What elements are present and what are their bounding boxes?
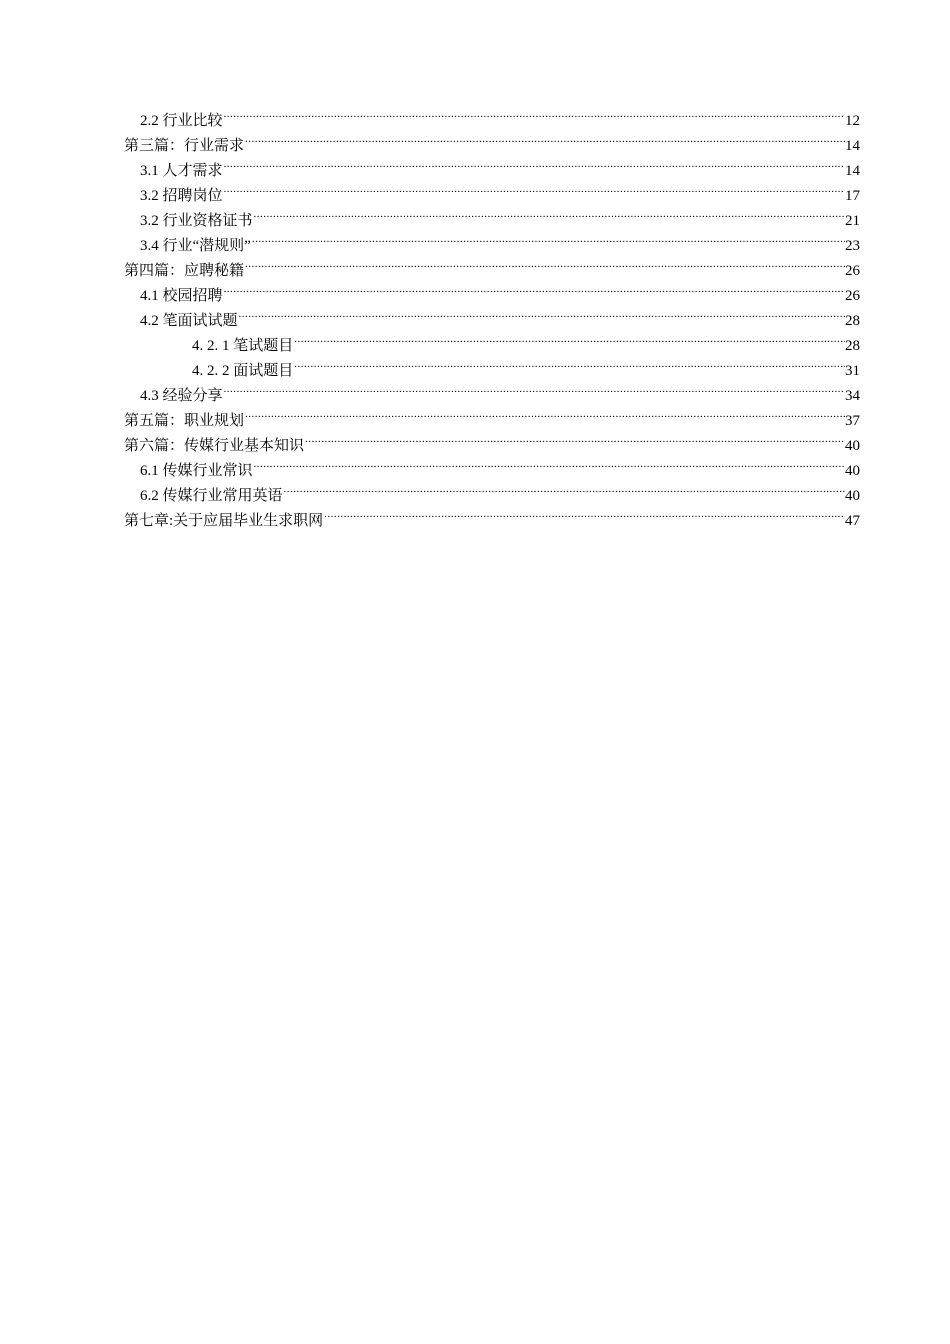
toc-dot-leader bbox=[245, 250, 845, 275]
toc-entry-page: 28 bbox=[845, 313, 860, 329]
toc-entry-page: 12 bbox=[845, 113, 860, 129]
toc-entry-title: 4.2 笔面试试题 bbox=[140, 313, 238, 329]
toc-dot-leader bbox=[294, 325, 845, 350]
toc-entry-page: 40 bbox=[845, 463, 860, 479]
toc-entry-page: 14 bbox=[845, 138, 860, 154]
toc-entry-page: 23 bbox=[845, 238, 860, 254]
toc-entry-page: 47 bbox=[845, 513, 860, 529]
toc-dot-leader bbox=[224, 375, 845, 400]
toc-entry[interactable] bbox=[124, 200, 860, 229]
toc-entry-page: 28 bbox=[845, 338, 860, 354]
toc-entry[interactable] bbox=[124, 100, 860, 129]
toc-entry-page: 14 bbox=[845, 163, 860, 179]
toc-dot-leader bbox=[254, 200, 845, 225]
toc-dot-leader bbox=[245, 400, 845, 425]
toc-dot-leader bbox=[245, 125, 845, 150]
toc-entry-title: 第七章:关于应届毕业生求职网 bbox=[124, 513, 324, 529]
toc-entry-title: 第五篇：职业规划 bbox=[124, 413, 245, 429]
toc-entry-title: 第三篇：行业需求 bbox=[124, 138, 245, 154]
toc-dot-leader bbox=[284, 475, 845, 500]
toc-dot-leader bbox=[239, 300, 845, 325]
toc-dot-leader bbox=[252, 225, 845, 250]
toc-entry-title: 第四篇：应聘秘籍 bbox=[124, 263, 245, 279]
toc-entry-title: 4.1 校园招聘 bbox=[140, 288, 223, 304]
toc-entry-page: 26 bbox=[845, 288, 860, 304]
toc-entry[interactable] bbox=[124, 275, 860, 304]
toc-entry-title: 4. 2. 1 笔试题目 bbox=[192, 338, 294, 354]
toc-entry-page: 37 bbox=[845, 413, 860, 429]
toc-entry-page: 17 bbox=[845, 188, 860, 204]
toc-dot-leader bbox=[294, 350, 845, 375]
toc-dot-leader bbox=[224, 175, 845, 200]
toc-dot-leader bbox=[254, 450, 845, 475]
toc-entry-page: 31 bbox=[845, 363, 860, 379]
toc-entry-title: 3.2 招聘岗位 bbox=[140, 188, 223, 204]
table-of-contents bbox=[124, 100, 860, 529]
toc-entry-page: 26 bbox=[845, 263, 860, 279]
toc-entry[interactable] bbox=[124, 375, 860, 404]
toc-entry[interactable] bbox=[124, 125, 860, 154]
toc-entry-title: 3.2 行业资格证书 bbox=[140, 213, 253, 229]
toc-dot-leader bbox=[224, 100, 845, 125]
toc-entry-page: 21 bbox=[845, 213, 860, 229]
toc-entry[interactable] bbox=[124, 400, 860, 429]
toc-entry[interactable] bbox=[124, 300, 860, 329]
toc-dot-leader bbox=[224, 275, 845, 300]
toc-entry-title: 4.3 经验分享 bbox=[140, 388, 223, 404]
toc-entry-title: 6.1 传媒行业常识 bbox=[140, 463, 253, 479]
toc-entry-title: 4. 2. 2 面试题目 bbox=[192, 363, 294, 379]
toc-entry-title: 3.1 人才需求 bbox=[140, 163, 223, 179]
toc-dot-leader bbox=[305, 425, 845, 450]
toc-dot-leader bbox=[324, 500, 845, 525]
toc-entry-title: 2.2 行业比较 bbox=[140, 113, 223, 129]
toc-entry-title: 第六篇：传媒行业基本知识 bbox=[124, 438, 305, 454]
toc-dot-leader bbox=[224, 150, 845, 175]
toc-entry-page: 40 bbox=[845, 438, 860, 454]
toc-entry[interactable] bbox=[124, 175, 860, 204]
toc-entry-title: 6.2 传媒行业常用英语 bbox=[140, 488, 283, 504]
toc-entry-page: 34 bbox=[845, 388, 860, 404]
toc-entry[interactable] bbox=[124, 150, 860, 179]
toc-entry-title: 3.4 行业“潜规则” bbox=[140, 238, 251, 254]
toc-entry-page: 40 bbox=[845, 488, 860, 504]
